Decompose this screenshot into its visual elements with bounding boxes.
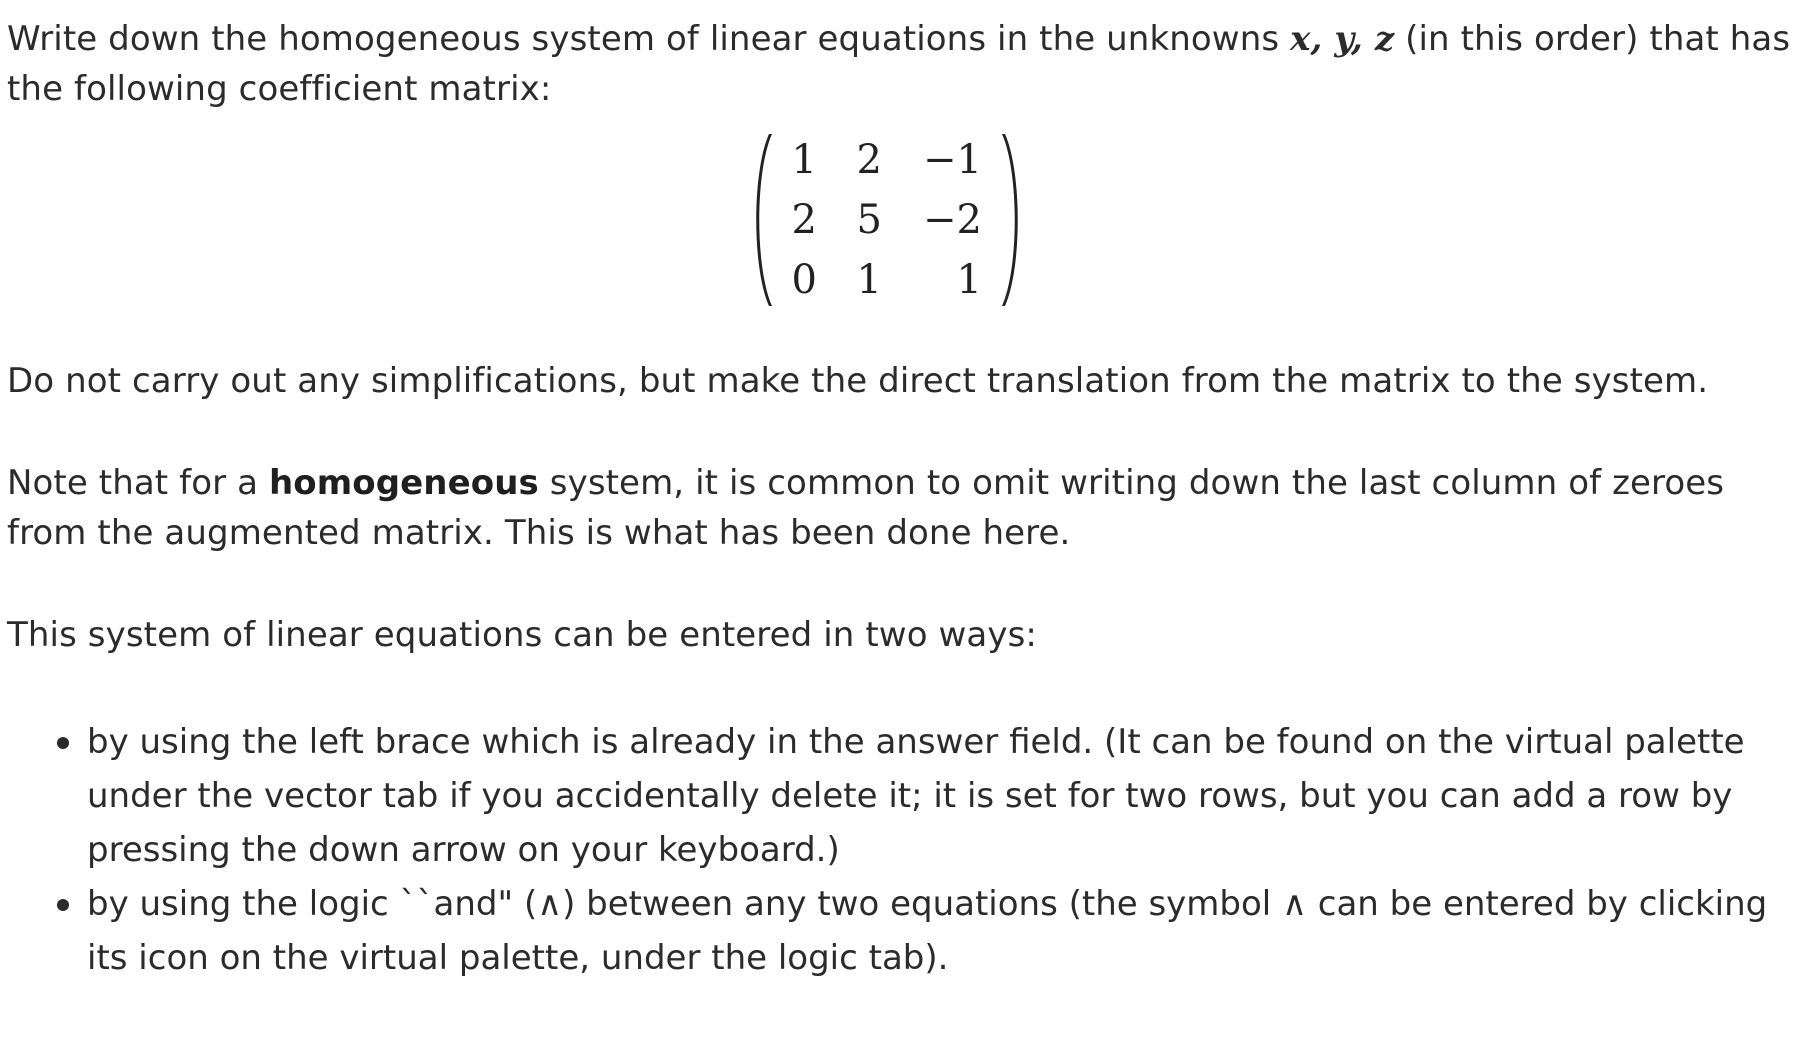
- unknowns-math: x, y, z: [1290, 19, 1395, 59]
- note-paragraph: [7, 458, 1792, 558]
- right-parenthesis: [1000, 132, 1022, 308]
- matrix-cell-r3c3: 1: [956, 257, 982, 303]
- intro-paragraph: [7, 14, 1792, 114]
- bullet-icon: [57, 899, 69, 911]
- matrix-cell-r2c2: 5: [856, 197, 882, 243]
- bullet-icon: [57, 737, 69, 749]
- matrix-cell-r1c3: −1: [923, 137, 982, 183]
- intro-text-after: (in this order) that has the following coefficient matrix:: [7, 19, 1791, 109]
- note-prefix: Note that for a: [7, 463, 269, 503]
- matrix-cell-r2c3: −2: [923, 197, 982, 243]
- matrix-cell-r1c2: 2: [856, 137, 882, 183]
- coefficient-matrix-block: [7, 132, 1792, 352]
- instruction-paragraph: Do not carry out any simplifications, but make the direct translation from the matrix to the system.: [7, 361, 1709, 401]
- entry-methods-list: [7, 715, 1792, 985]
- ways-intro-paragraph: This system of linear equations can be entered in two ways:: [7, 615, 1037, 655]
- matrix-cell-r3c1: 0: [791, 257, 817, 303]
- matrix-cell-r1c1: 1: [791, 137, 817, 183]
- matrix-cell-r3c2: 1: [856, 257, 882, 303]
- matrix-cell-r2c1: 2: [791, 197, 817, 243]
- list-item-text: by using the logic ``and" (∧) between any two equations (the symbol ∧ can be entered by clicking its icon on the virtual palette, under the logic tab).: [87, 884, 1768, 978]
- list-item-text: by using the left brace which is already in the answer field. (It can be found on the virtual palette under the vector tab if you accidentally delete it; it is set for two rows, but you can add a row by pressing the down arrow on your keyboard.): [87, 722, 1745, 870]
- intro-text-before: Write down the homogeneous system of linear equations in the unknowns: [7, 19, 1291, 59]
- list-item: [87, 715, 1792, 877]
- note-suffix: system, it is common to omit writing down the last column of zeroes from the augmented matrix. This is what has been done here.: [7, 463, 1725, 553]
- coefficient-matrix: [752, 132, 1022, 308]
- note-bold-term: homogeneous: [268, 463, 539, 503]
- list-item: [87, 877, 1792, 985]
- problem-content: [7, 14, 1792, 985]
